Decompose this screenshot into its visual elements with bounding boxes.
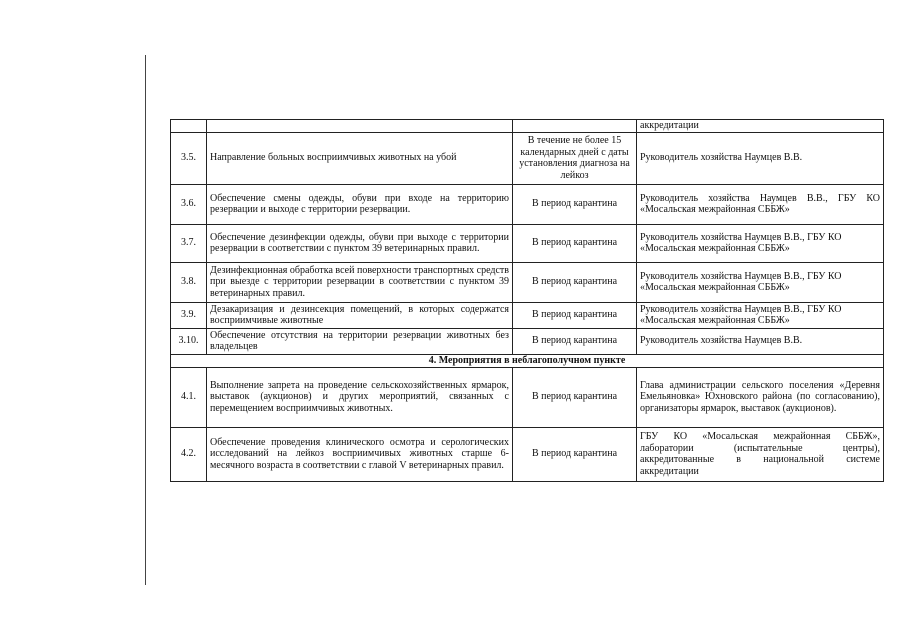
cell-num: 3.7. [171, 224, 207, 262]
table-row [171, 224, 884, 262]
cell-num: 4.1. [171, 367, 207, 427]
table-row [171, 427, 884, 481]
cell-term: В период карантина [513, 427, 637, 481]
cell-activity: Обеспечение проведения клинического осмотра и серологических исследований на лейкоз восприимчивых животных старше 6-месячного возраста в соответствии с главой V ветеринарных правил. [207, 427, 513, 481]
cell-activity: Дезакаризация и дезинсекция помещений, в которых содержатся восприимчивые животные [207, 302, 513, 328]
table-row [171, 328, 884, 354]
cell-responsible: Руководитель хозяйства Наумцев В.В., ГБУ КО «Мосальская межрайонная СББЖ» [637, 224, 884, 262]
cell-term: В период карантина [513, 262, 637, 302]
cell-num: 3.6. [171, 184, 207, 224]
table-row-continuation [171, 120, 884, 133]
cell-term: В период карантина [513, 224, 637, 262]
cell-activity: Выполнение запрета на проведение сельскохозяйственных ярмарок, выставок (аукционов) и других мероприятий, связанных с перемещением восприимчивых животных. [207, 367, 513, 427]
cell-term: В период карантина [513, 328, 637, 354]
measures-table [170, 119, 884, 482]
cell-activity: Обеспечение смены одежды, обуви при входе на территорию резервации и выходе с территории резервации. [207, 184, 513, 224]
table-row [171, 262, 884, 302]
cell-responsible: ГБУ КО «Мосальская межрайонная СББЖ», лаборатории (испытательные центры), аккредитованные в национальной системе аккредитации [637, 427, 884, 481]
cell-activity: Обеспечение дезинфекции одежды, обуви при выходе с территории резервации в соответствии с пунктом 39 ветеринарных правил. [207, 224, 513, 262]
binding-margin-line [145, 55, 146, 585]
cell-term: В период карантина [513, 367, 637, 427]
cell-term: В течение не более 15 календарных дней с даты установления диагноза на лейкоз [513, 132, 637, 184]
cell-responsible: Руководитель хозяйства Наумцев В.В. [637, 132, 884, 184]
section-title: 4. Мероприятия в неблагополучном пункте [171, 354, 884, 367]
section-header-row [171, 354, 884, 367]
cell-activity: Обеспечение отсутствия на территории резервации животных без владельцев [207, 328, 513, 354]
table-row [171, 184, 884, 224]
cell-num: 3.9. [171, 302, 207, 328]
table-row [171, 367, 884, 427]
cell-activity [207, 120, 513, 133]
cell-responsible: аккредитации [637, 120, 884, 133]
table-row [171, 132, 884, 184]
cell-responsible: Руководитель хозяйства Наумцев В.В., ГБУ КО «Мосальская межрайонная СББЖ» [637, 184, 884, 224]
cell-responsible: Руководитель хозяйства Наумцев В.В., ГБУ КО «Мосальская межрайонная СББЖ» [637, 262, 884, 302]
cell-responsible: Руководитель хозяйства Наумцев В.В. [637, 328, 884, 354]
cell-responsible: Глава администрации сельского поселения «Деревня Емельяновка» Юхновского района (по согласованию), организаторы ярмарок, выставок (аукционов). [637, 367, 884, 427]
cell-num: 3.10. [171, 328, 207, 354]
table-row [171, 302, 884, 328]
cell-activity: Дезинфекционная обработка всей поверхности транспортных средств при выезде с территории резервации в соответствии с пунктом 39 ветеринарных правил. [207, 262, 513, 302]
cell-responsible: Руководитель хозяйства Наумцев В.В., ГБУ КО «Мосальская межрайонная СББЖ» [637, 302, 884, 328]
cell-term: В период карантина [513, 184, 637, 224]
cell-term: В период карантина [513, 302, 637, 328]
cell-term [513, 120, 637, 133]
cell-num: 3.8. [171, 262, 207, 302]
cell-num: 3.5. [171, 132, 207, 184]
cell-num [171, 120, 207, 133]
cell-activity: Направление больных восприимчивых животных на убой [207, 132, 513, 184]
cell-num: 4.2. [171, 427, 207, 481]
